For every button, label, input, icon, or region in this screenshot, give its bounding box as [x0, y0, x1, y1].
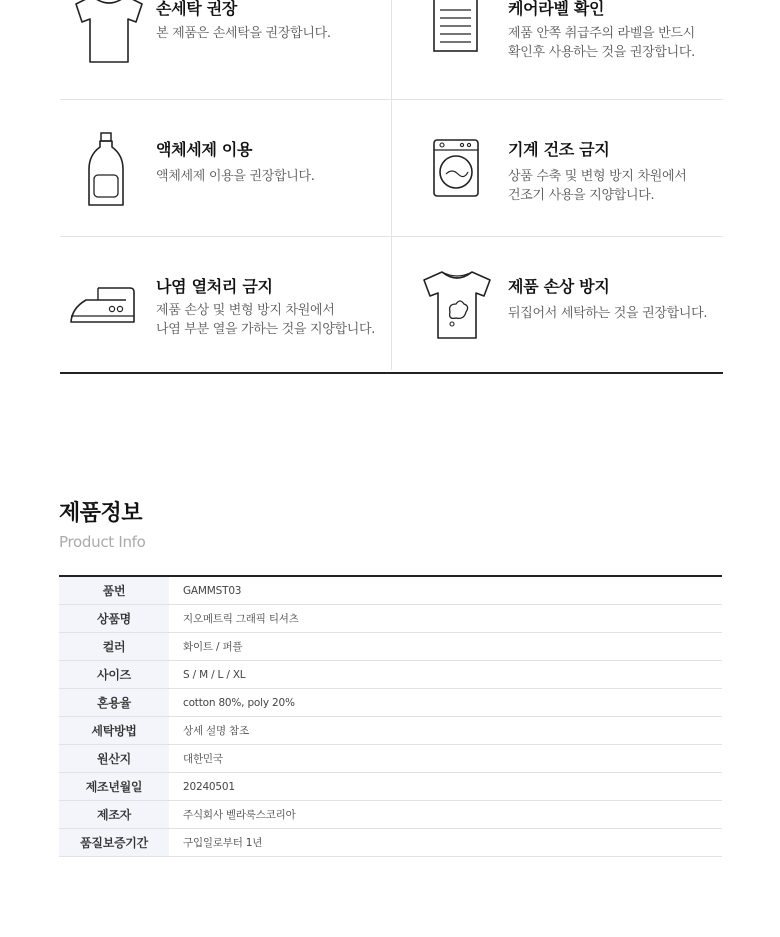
table-row — [59, 801, 722, 829]
care-title: 나염 열처리 금지 — [156, 277, 273, 296]
info-value: 상세 설명 참조 — [183, 725, 249, 737]
care-desc: 상품 수축 및 변형 방지 차원에서 — [508, 169, 687, 184]
info-value: 대한민국 — [183, 753, 223, 765]
info-key: 품질보증기간 — [59, 829, 169, 856]
table-row — [59, 773, 722, 801]
info-key: 컬러 — [59, 633, 169, 660]
care-desc: 건조기 사용을 지양합니다. — [508, 188, 655, 203]
care-title: 액체세제 이용 — [156, 140, 253, 159]
care-title: 제품 손상 방지 — [508, 277, 610, 296]
info-key: 원산지 — [59, 745, 169, 772]
care-item-care-label — [392, 0, 723, 99]
care-desc: 제품 손상 및 변형 방지 차원에서 — [156, 303, 335, 318]
care-title: 기계 건조 금지 — [508, 140, 610, 159]
detergent-bottle-icon — [86, 131, 126, 209]
care-desc: 뒤집어서 세탁하는 것을 권장합니다. — [508, 306, 708, 321]
care-item-no-iron-print — [60, 237, 391, 370]
care-desc: 나염 부분 열을 가하는 것을 지양합니다. — [156, 322, 376, 337]
product-info-title: 제품정보 — [59, 501, 143, 526]
info-value: 20240501 — [183, 780, 235, 793]
table-row — [59, 717, 722, 745]
iron-icon — [68, 284, 136, 326]
care-desc: 확인후 사용하는 것을 권장합니다. — [508, 45, 695, 60]
care-instructions-grid — [60, 0, 723, 374]
care-item-hand-wash — [60, 0, 391, 99]
tshirt-print-icon — [418, 268, 494, 342]
info-value: GAMMST03 — [183, 584, 242, 597]
care-desc: 본 제품은 손세탁을 권장합니다. — [156, 26, 331, 41]
table-row — [59, 829, 722, 857]
care-item-no-tumble-dry — [392, 100, 723, 236]
info-key: 세탁방법 — [59, 717, 169, 744]
care-title: 손세탁 권장 — [156, 0, 238, 18]
info-value: 주식회사 벨라룩스코리아 — [183, 809, 296, 821]
care-item-liquid-detergent — [60, 100, 391, 236]
info-value: 지오메트릭 그래픽 티셔츠 — [183, 613, 299, 625]
info-key: 혼용율 — [59, 689, 169, 716]
table-row — [59, 661, 722, 689]
care-desc: 액체세제 이용을 권장합니다. — [156, 169, 315, 184]
table-row — [59, 605, 722, 633]
info-value: 화이트 / 퍼플 — [183, 641, 243, 653]
info-key: 제조년월일 — [59, 773, 169, 800]
table-row — [59, 577, 722, 605]
info-value: S / M / L / XL — [183, 668, 246, 681]
info-key: 품번 — [59, 577, 169, 604]
tshirt-icon — [68, 0, 144, 66]
table-row — [59, 689, 722, 717]
info-value: 구입일로부터 1년 — [183, 837, 263, 849]
care-desc: 제품 안쪽 취급주의 라벨을 반드시 — [508, 26, 695, 41]
product-info-table — [59, 575, 722, 857]
care-label-icon — [432, 0, 480, 54]
care-item-prevent-damage — [392, 237, 723, 370]
product-info-subtitle: Product Info — [59, 533, 146, 551]
washing-machine-icon — [432, 138, 480, 200]
table-row — [59, 633, 722, 661]
info-value: cotton 80%, poly 20% — [183, 696, 295, 709]
info-key: 제조자 — [59, 801, 169, 828]
info-key: 상품명 — [59, 605, 169, 632]
table-row — [59, 745, 722, 773]
info-key: 사이즈 — [59, 661, 169, 688]
care-title: 케어라벨 확인 — [508, 0, 605, 18]
